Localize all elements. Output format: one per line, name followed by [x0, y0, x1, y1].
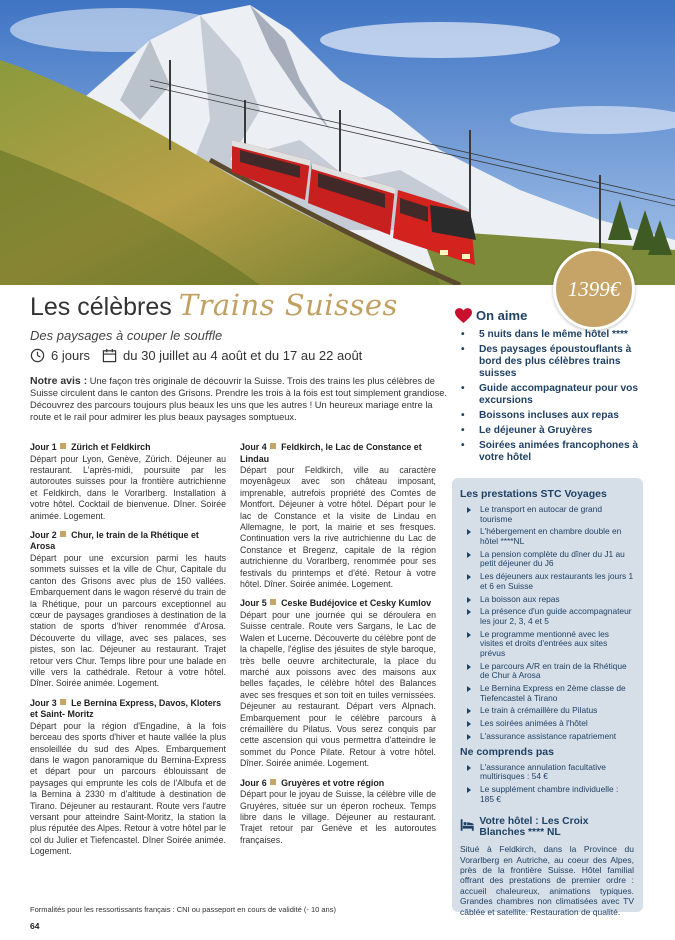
ne-comprend-list [460, 763, 634, 805]
heart-icon [455, 308, 472, 323]
duration: 6 jours [51, 348, 91, 363]
day-label: Jour 4 [240, 442, 267, 452]
footnote: Formalités pour les ressortissants français : CNI ou passeport en cours de validité (- 10 ans) [30, 905, 336, 914]
prestation-item: Les soirées animées à l'hôtel [460, 719, 634, 729]
day-text: Départ pour une journée qui se déroulera en Suisse centrale. Route vers Sargans, le Lac de Walen et Lucerne. Découverte du célèbre pont de la chapelle, l'église des jésuites de style baroque, très belle oeuvre architecturale, la place du marché aux poissons avec des maisons aux belles façades, le célèbre hôtel des Balances avec ses fresques et son toit en tuiles vernissées. Déjeuner au restaurant. Départ vers Alpnach. Embarquement pour le célèbre parcours à crémaillère du Pilatus. Vous serez conquis par cette ascension qui vous permettra d'atteindre le sommet du Ponce Pilate. Retour à votre hôtel. Dîner. Soirée animée. Logement. [240, 609, 436, 769]
on-aime-item: • Guide accompagnateur pour vos excursions [455, 383, 655, 407]
gold-square-icon [60, 443, 66, 449]
page-number: 64 [30, 921, 40, 931]
day-title [30, 698, 226, 721]
day-5 [240, 598, 436, 769]
day-text: Départ pour le joyau de Suisse, la célèbre ville de Gruyères, située sur un éperon rocheux. Temps libre dans le village. Déjeuner au restaurant. Trajet retour par Genève et les autoroutes françaises. [240, 789, 436, 845]
day-heading: Feldkirch, le Lac de Constance et Lindau [240, 442, 422, 464]
calendar-icon [102, 348, 117, 363]
prestation-item: La présence d'un guide accompagnateur les jour 2, 3, 4 et 5 [460, 607, 634, 626]
page-title [30, 288, 398, 322]
day-title [240, 778, 436, 790]
on-aime-section [455, 308, 655, 467]
gold-square-icon [270, 779, 276, 785]
gold-square-icon [270, 599, 276, 605]
day-label: Jour 5 [240, 598, 267, 609]
prestation-item: L'assurance assistance rapatriement [460, 732, 634, 742]
day-6 [240, 778, 436, 847]
ne-comprend-heading: Ne comprends pas [460, 745, 554, 758]
notre-avis-label: Notre avis : [30, 375, 88, 387]
gold-square-icon [270, 443, 276, 449]
day-label: Jour 2 [30, 529, 57, 540]
notre-avis-text: Une façon très originale de découvrir la Suisse. Trois des trains les plus célèbres de Suisse circulent dans le canton des Grisons. Prendre les trois à la fois est tout simplement grandiose. Découvrez des parcours toujours plus beaux les uns que les autres ! Un heureux mariage entre la route et le rail pour admirer les plus beaux paysages somptueux. [30, 376, 448, 422]
day-heading: Zürich et Feldkirch [71, 442, 151, 452]
prestations-list [460, 505, 634, 742]
day-title [30, 442, 226, 454]
on-aime-heading [455, 308, 655, 323]
prestation-item: La pension complète du dîner du J1 au petit déjeuner du J6 [460, 550, 634, 569]
gold-square-icon [60, 531, 66, 537]
on-aime-list [455, 329, 655, 464]
hotel-heading [460, 816, 634, 838]
notre-avis [30, 375, 450, 423]
prestation-item: Le train à crémaillère du Pilatus [460, 706, 634, 716]
title-script: Trains Suisses [178, 288, 398, 322]
clock-icon [30, 348, 45, 363]
day-4 [240, 442, 436, 590]
prestation-item: Le programme mentionné avec les visites et droits d'entrées aux sites prévus [460, 630, 634, 659]
on-aime-item: • Soirées animées francophones à votre hôtel [455, 440, 655, 464]
hotel-description: Situé à Feldkirch, dans la Province du Vorarlberg en Autriche, au coeur des Alpes, près de la frontière Suisse. Hôtel familial offrant des prestations de premier ordre : accueil chaleureux, animations typiques. Grandes chambres non climatisées avec TV câblée et satellite. Restauration de qualité. [460, 844, 634, 917]
day-label: Jour 1 [30, 442, 57, 452]
day-title [240, 442, 436, 465]
day-text: Départ pour Feldkirch, ville au caractère moyenâgeux avec son château imposant, imprenable, autrefois propriété des Comtes de Montfort. Déjeuner à votre hôtel. Départ pour le lac de Constance et la visite de Lindau en Allemagne, le port, la mairie et ses fresques. Continuation vers la rive autrichienne du Lac de Constance et Bregenz, capitale de la région autrichienne du Vorarlberg, renommée pour ses festivals du printemps et d'été. Retour à votre hôtel. Dîner. Soirée animée. Logement. [240, 465, 436, 590]
day-heading: Gruyères et votre région [281, 777, 385, 788]
itinerary-column-left [30, 442, 226, 866]
day-heading: Le Bernina Express, Davos, Kloters et Saint- Moritz [30, 697, 222, 720]
day-title [30, 530, 226, 553]
hotel-title: Votre hôtel : Les Croix Blanches **** NL [479, 816, 589, 839]
day-2 [30, 530, 226, 690]
prestation-item: Les déjeuners aux restaurants les jours 1 et 6 en Suisse [460, 572, 634, 591]
prestations-box [452, 478, 643, 917]
on-aime-title: On aime [476, 308, 528, 323]
prestation-item: Le Bernina Express en 2ème classe de Tiefencastel à Tirano [460, 684, 634, 703]
day-1 [30, 442, 226, 522]
title-plain: Les célèbres [30, 293, 179, 321]
on-aime-item: • Boissons incluses aux repas [455, 410, 655, 422]
day-title [240, 598, 436, 610]
day-text: Départ pour une excursion parmi les hauts sommets suisses et la ville de Chur, Capitale du canton des Grisons avec plus de 150 vallées. Embarquement dans le wagon réservé du train de la Rhétique, pour un parcours exceptionnel au cœur de paysages grandioses à destination de la station de sports d'hiver renommée d'Arosa. Découverte du village, avec ses palaces, ses pistes, son lac. Déjeuner au restaurant. Trajet retour vers Chur. Temps libre pour une balade en ville vers la cathédrale. Retour à votre hôtel. Dîner. Soirée animée. Logement. [30, 552, 226, 689]
day-3 [30, 698, 226, 858]
prestation-item: Le transport en autocar de grand tourisme [460, 505, 634, 524]
on-aime-item: • Le déjeuner à Gruyères [455, 425, 655, 437]
prestation-item: La boisson aux repas [460, 595, 634, 605]
hotel-bed-icon [460, 816, 474, 834]
day-heading: Chur, le train de la Rhétique et Arosa [30, 529, 199, 552]
exclusion-item: L'assurance annulation facultative multirisques : 54 € [460, 763, 634, 782]
itinerary-column-middle [240, 442, 436, 854]
prestation-item: Le parcours A/R en train de la Rhétique de Chur à Arosa [460, 662, 634, 681]
exclusion-item: Le supplément chambre individuelle : 185 € [460, 785, 634, 804]
trip-meta [30, 348, 362, 363]
price-badge: 1399€ [553, 248, 635, 330]
day-label: Jour 6 [240, 777, 267, 788]
day-label: Jour 3 [30, 697, 57, 708]
day-text: Départ pour Lyon, Genève, Zürich. Déjeuner au restaurant. L'après-midi, poursuite par les autoroutes suisses pour la frontière autrichienne et Feldkirch, dans le Vorarlberg. Installation à votre hôtel. Cocktail de bienvenue. Dîner. Soirée animée. Logement. [30, 453, 226, 521]
day-text: Départ pour la région d'Engadine, à la fois berceau des sports d'hiver et haute vallée la plus ensoleillée du sud des Alpes. Embarquement dans le wagon panoramique du Bernina-Express et départ pour un parcours éblouissant de paysages qui emprunte les cols de l'Albufa et de la Bernina à 2330 m d'altitude à destination de Tirano. Déjeuner au restaurant. Route vers l'autre versant pour atteindre Saint-Moritz, la station la plus réputée des Alpes. Retour à votre hôtel par le col du Julier et Tiefencastel. Dîner Soirée animée. Logement. [30, 720, 226, 857]
prestations-heading: Les prestations STC Voyages [460, 488, 607, 500]
on-aime-item: • 5 nuits dans le même hôtel **** [455, 329, 655, 341]
gold-square-icon [60, 699, 66, 705]
on-aime-item: • Des paysages époustouflants à bord des plus célèbres trains suisses [455, 344, 655, 380]
dates: du 30 juillet au 4 août et du 17 au 22 août [123, 348, 363, 363]
prestation-item: L'hébergement en chambre double en hôtel ****NL [460, 527, 634, 546]
day-heading: Ceske Budéjovice et Cesky Kumlov [281, 598, 432, 609]
subtitle: Des paysages à couper le souffle [30, 328, 223, 343]
mountain-train-illustration [0, 0, 675, 285]
hero-photo [0, 0, 675, 285]
